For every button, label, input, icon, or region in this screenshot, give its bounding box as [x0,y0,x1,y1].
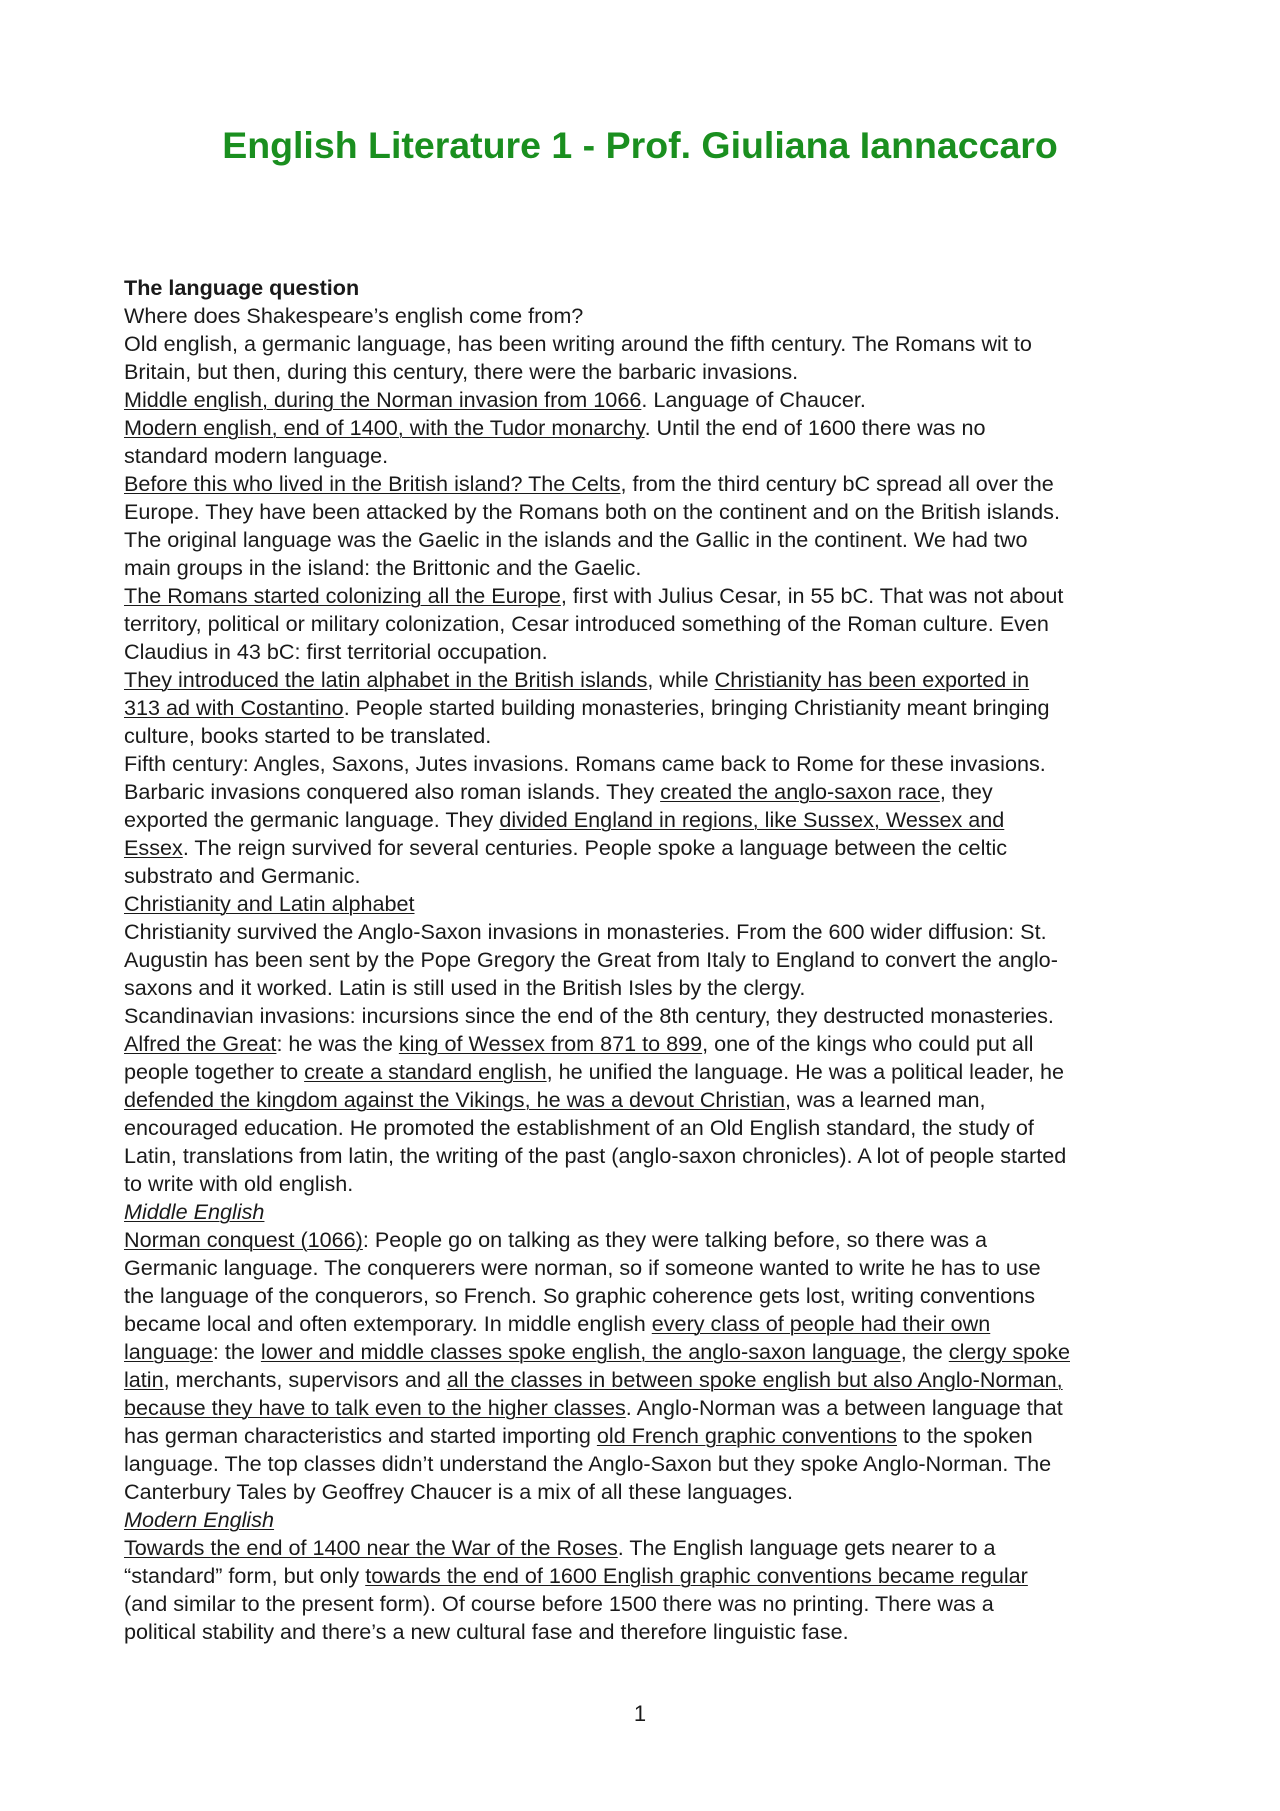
underlined-text: Middle english, during the Norman invasion from 1066 [124,387,642,412]
text-line [124,302,1174,330]
text-run: , he unified the language. He was a political leader, he [546,1059,1064,1084]
text-run: Britain, but then, during this century, there were the barbaric invasions. [124,359,799,384]
underlined-text: Christianity and Latin alphabet [124,891,415,916]
text-run: , one of the kings who could put all [702,1031,1034,1056]
text-line [124,890,1174,918]
text-run: : People go on talking as they were talking before, so there was a [362,1227,988,1252]
text-run: , the [900,1339,949,1364]
subsection-heading: Middle English [124,1199,265,1224]
document-body [124,274,1174,1646]
text-run: , from the third century bC spread all over the [620,471,1054,496]
underlined-text: latin [124,1367,164,1392]
text-line [124,750,1174,778]
text-line [124,526,1174,554]
text-run: political stability and there’s a new cultural fase and therefore linguistic fase. [124,1619,849,1644]
text-line [124,1198,1174,1226]
text-line [124,554,1174,582]
text-run: , was a learned man, [785,1087,986,1112]
text-run: exported the germanic language. They [124,807,500,832]
text-run: became local and often extemporary. In middle english [124,1311,652,1336]
underlined-text: clergy spoke [948,1339,1070,1364]
text-run: Claudius in 43 bC: first territorial occupation. [124,639,548,664]
text-run: people together to [124,1059,305,1084]
underlined-text: Modern english, end of 1400, with the Tudor monarchy [124,415,645,440]
text-run: : the [212,1339,261,1364]
text-line [124,1254,1174,1282]
text-line [124,1086,1174,1114]
underlined-text: The Romans started colonizing all the Europe [124,583,561,608]
underlined-text: king of Wessex from 871 to 899 [398,1031,703,1056]
text-line [124,1282,1174,1310]
text-run: to write with old english. [124,1171,354,1196]
text-line [124,1170,1174,1198]
text-run: . The English language gets nearer to a [617,1535,996,1560]
text-run: . Until the end of 1600 there was no [644,415,986,440]
text-run: encouraged education. He promoted the establishment of an Old English standard, the study of [124,1115,1034,1140]
underlined-text: Alfred the Great [124,1031,277,1056]
text-line [124,1590,1174,1618]
text-run: main groups in the island: the Brittonic and the Gaelic. [124,555,642,580]
text-line [124,498,1174,526]
text-line [124,722,1174,750]
text-run: The original language was the Gaelic in the islands and the Gallic in the continent. We had two [124,527,1028,552]
text-line [124,358,1174,386]
text-run: Fifth century: Angles, Saxons, Jutes invasions. Romans came back to Rome for these invasions. [124,751,1046,776]
section-heading: The language question [124,275,360,300]
underlined-text: defended the kingdom against the Vikings, he was a devout Christian [124,1087,786,1112]
text-line [124,274,1174,302]
underlined-text: created the anglo-saxon race [660,779,940,804]
text-line [124,1030,1174,1058]
underlined-text: divided England in regions, like Sussex, Wessex and [499,807,1005,832]
text-run: Latin, translations from latin, the writing of the past (anglo-saxon chronicles). A lot of people started [124,1143,1067,1168]
text-run: language. The top classes didn’t understand the Anglo-Saxon but they spoke Anglo-Norman. The [124,1451,1052,1476]
underlined-text: all the classes in between spoke english but also Anglo-Norman, [446,1367,1063,1392]
text-run: . The reign survived for several centuries. People spoke a language between the celtic [182,835,1008,860]
text-run: Christianity survived the Anglo-Saxon invasions in monasteries. From the 600 wider diffusion: St. [124,919,1047,944]
text-run: , while [647,667,715,692]
underlined-text: towards the end of 1600 English graphic conventions became regular [365,1563,1028,1588]
text-run: , merchants, supervisors and [163,1367,447,1392]
text-run: the language of the conquerors, so French. So graphic coherence gets lost, writing conventions [124,1283,1036,1308]
underlined-text: create a standard english [304,1059,547,1084]
text-line [124,694,1174,722]
text-line [124,1338,1174,1366]
text-line [124,1394,1174,1422]
underlined-text: because they have to talk even to the higher classes [124,1395,626,1420]
text-run: standard modern language. [124,443,389,468]
subsection-heading: Modern English [124,1507,275,1532]
text-run: (and similar to the present form). Of course before 1500 there was no printing. There was a [124,1591,994,1616]
underlined-text: Christianity has been exported in [714,667,1030,692]
text-run: Europe. They have been attacked by the Romans both on the continent and on the British islands. [124,499,1060,524]
text-line [124,582,1174,610]
page-number: 1 [633,1701,647,1726]
text-line [124,666,1174,694]
text-run: . People started building monasteries, bringing Christianity meant bringing [343,695,1050,720]
text-line [124,1002,1174,1030]
text-line [124,1058,1174,1086]
text-line [124,1114,1174,1142]
text-line [124,778,1174,806]
underlined-text: Towards the end of 1400 near the War of the Roses [124,1535,618,1560]
text-line [124,1310,1174,1338]
text-line [124,1478,1174,1506]
text-run: : he was the [276,1031,399,1056]
text-line [124,862,1174,890]
text-line [124,386,1174,414]
text-line [124,1506,1174,1534]
text-run: “standard” form, but only [124,1563,366,1588]
text-line [124,834,1174,862]
text-line [124,470,1174,498]
text-line [124,638,1174,666]
text-line [124,918,1174,946]
text-line [124,1450,1174,1478]
text-line [124,1618,1174,1646]
text-line [124,442,1174,470]
text-run: Where does Shakespeare’s english come from? [124,303,584,328]
text-line [124,610,1174,638]
underlined-text: Essex [124,835,183,860]
text-line [124,1422,1174,1450]
document-title: English Literature 1 - Prof. Giuliana Iannaccaro [222,124,1058,166]
underlined-text: old French graphic conventions [596,1423,897,1448]
text-run: . Anglo-Norman was a between language that [625,1395,1063,1420]
text-run: . Language of Chaucer. [641,387,866,412]
underlined-text: Norman conquest (1066) [124,1227,363,1252]
text-run: Scandinavian invasions: incursions since the end of the 8th century, they destructed monasteries. [124,1003,1054,1028]
text-line [124,1562,1174,1590]
text-run: Canterbury Tales by Geoffrey Chaucer is a mix of all these languages. [124,1479,793,1504]
text-line [124,1226,1174,1254]
text-line [124,414,1174,442]
underlined-text: language [124,1339,213,1364]
text-run: Augustin has been sent by the Pope Gregory the Great from Italy to England to convert the anglo- [124,947,1058,972]
text-run: culture, books started to be translated. [124,723,492,748]
text-run: , first with Julius Cesar, in 55 bC. That was not about [560,583,1064,608]
text-line [124,806,1174,834]
text-run: has german characteristics and started importing [124,1423,597,1448]
text-run: , they [939,779,993,804]
text-run: to the spoken [896,1423,1033,1448]
text-line [124,1366,1174,1394]
text-line [124,1534,1174,1562]
text-line [124,1142,1174,1170]
underlined-text: 313 ad with Costantino [124,695,344,720]
text-run: substrato and Germanic. [124,863,361,888]
text-line [124,946,1174,974]
text-line [124,330,1174,358]
underlined-text: every class of people had their own [651,1311,991,1336]
text-line [124,974,1174,1002]
underlined-text: Before this who lived in the British island? The Celts [124,471,621,496]
text-run: Old english, a germanic language, has been writing around the fifth century. The Romans wit to [124,331,1032,356]
text-run: Germanic language. The conquerers were norman, so if someone wanted to write he has to use [124,1255,1041,1280]
text-run: saxons and it worked. Latin is still used in the British Isles by the clergy. [124,975,806,1000]
underlined-text: lower and middle classes spoke english, the anglo-saxon language [260,1339,901,1364]
underlined-text: They introduced the latin alphabet in the British islands [124,667,648,692]
text-run: Barbaric invasions conquered also roman islands. They [124,779,661,804]
text-run: territory, political or military colonization, Cesar introduced something of the Roman culture. Even [124,611,1049,636]
